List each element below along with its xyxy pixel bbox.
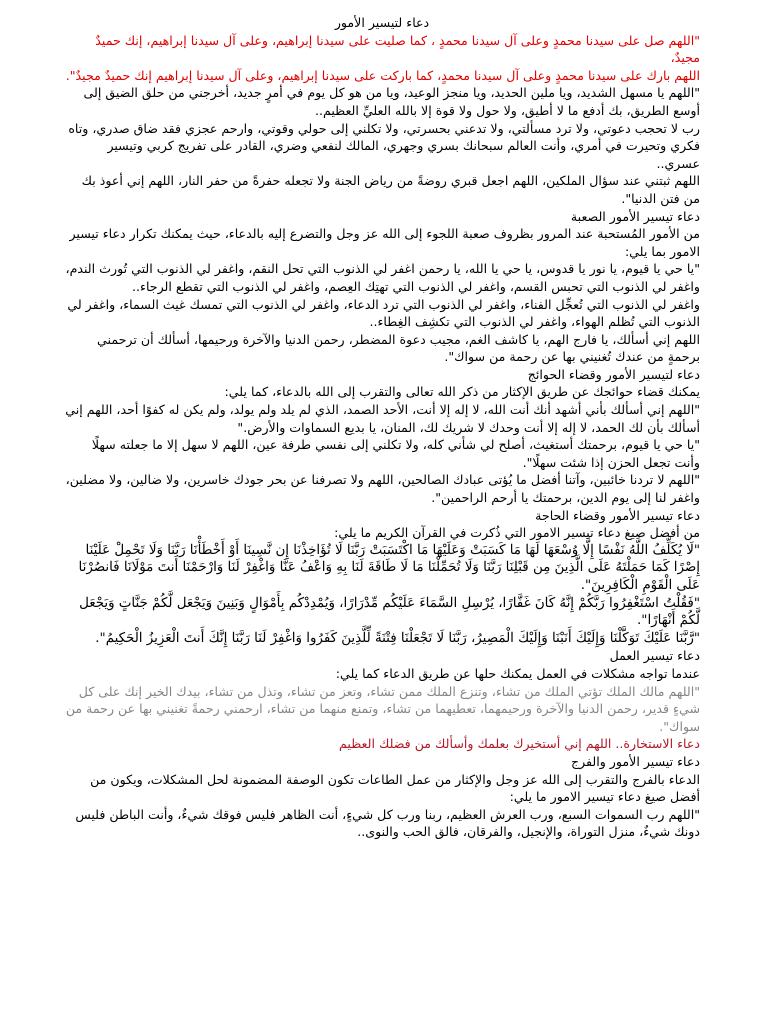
section-relief — [64, 753, 700, 841]
section-fulfilling-needs — [64, 366, 700, 507]
intro-paragraph: من الأمور المُستحبة عند المرور بظروف صعبة اللجوء إلى الله عز وجل والتضرع إليه بالدعاء، حيث يمكنك تكرار دعاء تيسير الامور بما يلي: — [69, 226, 700, 259]
supplication-paragraph: اللهم إني أسألك، يا فارج الهم، يا كاشف الغم، مجيب دعوة المضطر، رحمن الدنيا والآخرة ورحيمها، أسألك أن ترحمني برحمةٍ من عندك تُغنيني بها عن رحمة من سواك". — [97, 331, 700, 365]
intro-paragraph: من أفضل صيغ دعاء تيسير الامور التي ذُكرت في القرآن الكريم ما يلي: — [334, 525, 700, 541]
istikhara-link[interactable]: دعاء الاستخارة.. اللهم إني أستخيرك بعلمك وأسألك من فضلك العظيم — [339, 736, 700, 752]
quran-verse: "فَقُلْتُ اسْتَغْفِرُوا رَبَّكُمْ إِنَّهُ كَانَ غَفَّارًا، يُرْسِلِ السَّمَاءَ عَلَيْكُم مِّدْرَارًا، وَيُمْدِدْكُم بِأَمْوَالٍ وَبَنِينَ وَيَجْعَل لَّكُمْ جَنَّاتٍ وَيَجْعَل لَّكُمْ أَنْهَارًا". — [79, 595, 700, 629]
section-work — [64, 647, 700, 753]
supplication-paragraph: واغفر لي الذنوب التي تُعجِّل الفناء، واغفر لي الذنوب التي ترد الدعاء، واغفر لي الذنوب التي تمسك غيث السماء، واغفر لي الذنوب التي تُظلم الهواء، واغفر لي الذنوب التي تكشِف الغِطاء.. — [67, 296, 700, 330]
supplication-paragraph: "اللهم لا تردنا خائبين، وآتنا أفضل ما يُؤتى عبادك الصالحين، اللهم ولا تصرفنا عن بحر جودك خاسرين، ولا ضالين، ولا مضلين، واغفر لنا إلى يوم الدين، برحمتك يا أرحم الراحمين". — [65, 472, 700, 506]
intro-paragraph: عندما تواجه مشكلات في العمل يمكنك حلها عن طريق الدعاء كما يلي: — [335, 665, 700, 681]
blessing-paragraph: اللهم بارك على سيدنا محمدٍ وعلى آل سيدنا محمدٍ، كما باركت على سيدنا إبراهيم، وعلى آل سيدنا إبراهيم إنك حميدٌ مجيدٌ". — [65, 67, 700, 83]
supplication-paragraph: "اللهم يا مسهل الشديد، ويا ملين الحديد، ويا منجز الوعيد، ويا من هو كل يوم في أمرٍ جديد، أخرجني من حلق الضيق إلى أوسع الطريق، بك أدفع ما لا أطيق، ولا حول ولا قوة إلا بالله العليِّ العظيم.. — [83, 85, 700, 118]
supplication-paragraph: "اللهم مالك الملك تؤتي الملك من تشاء، وتنزع الملك ممن تشاء، وتعز من تشاء، وتذل من تشاء، بيدك الخير إنك على كل شيءٍ قدير، رحمن الدنيا والآخرة ورحيمهما، تعطيهما من تشاء، وتمنع منهما من تشاء، ارحمني رحمةً تغنيني بها عن رحمة من سواك". — [65, 683, 700, 734]
section-heading: دعاء لتيسير الأمور وقضاء الحوائج — [527, 366, 700, 382]
section-heading: دعاء تيسير الأمور الصعبة — [570, 208, 700, 224]
quran-verse: "رَّبَّنَا عَلَيْكَ تَوَكَّلْنَا وَإِلَيْكَ أَنَبْنَا وَإِلَيْكَ الْمَصِيرُ، رَبَّنَا لَا تَجْعَلْنَا فِتْنَةً لِّلَّذِينَ كَفَرُوا وَاغْفِرْ لَنَا رَبَّنَا إِنَّكَ أَنتَ الْعَزِيزُ الْحَكِيمُ". — [95, 630, 700, 646]
section-heading: دعاء تيسير العمل — [609, 648, 700, 664]
section-heading: دعاء تيسير الأمور والفرج — [570, 753, 700, 769]
section-heading: دعاء تيسير الأمور وقضاء الحاجة — [535, 507, 700, 523]
section-difficult-affairs — [64, 208, 700, 366]
supplication-paragraph: "يا حي يا قيوم، يا نور يا قدوس، يا حي يا الله، يا رحمن اغفر لي الذنوب التي تحل النقم، واغفر لي الذنوب التي تُورث الندم، واغفر لي الذنوب التي تحبس القسم، واغفر لي الذنوب التي تهتِك العِصم، واغفر لي الذنوب التي تقطع الرجاء.. — [65, 261, 700, 294]
supplication-paragraph: اللهم ثبتني عند سؤال الملكين، اللهم اجعل قبري روضةً من رياض الجنة ولا تجعله حفرةً من حفر النار، اللهم إني أعوذ بك من فتن الدنيا". — [81, 173, 700, 206]
supplication-paragraph: "اللهم رب السموات السبع، ورب العرش العظيم، ربنا ورب كل شيءٍ، أنت الظاهر فليس فوقك شيءٌ، وأنت الباطن فليس دونك شيءٌ، منزل التوراة، والإنجيل، والفرقان، فالق الحب والنوى.. — [75, 806, 700, 840]
supplication-paragraph: رب لا تحجب دعوتي، ولا ترد مسألتي، ولا تدعني بحسرتي، ولا تكلني إلى حولي وقوتي، وارحم عجزي فقد ضاق صدري، وتاه فكري وتحيرت في أمري، وأنت العالم سبحانك بسري وجهري، المالك لنفعي وضري، القادر على تفريج كربي وتيسير عسري.. — [68, 120, 700, 171]
supplication-paragraph: "يا حي يا قيوم، برحمتك أستغيث، أصلح لي شأني كله، ولا تكلني إلى نفسي طرفة عين، اللهم لا سهل إلا ما جعلته سهلًا وأنت تجعل الحزن إذا شئت سهلًا". — [91, 437, 700, 470]
intro-paragraph: يمكنك قضاء حوائجك عن طريق الإكثار من ذكر الله تعالى والتقرب إلى الله بالدعاء، كما يلي: — [224, 384, 700, 400]
quran-verse: "لَا يُكَلِّفُ اللَّهُ نَفْسًا إِلَّا وُسْعَهَا لَهَا مَا كَسَبَتْ وَعَلَيْهَا مَا اكْتَسَبَتْ رَبَّنَا لَا تُؤَاخِذْنَا إِن نَّسِينَا أَوْ أَخْطَأْنَا رَبَّنَا وَلَا تَحْمِلْ عَلَيْنَا إِصْرًا كَمَا حَمَلْتَهُ عَلَى الَّذِينَ مِن قَبْلِنَا رَبَّنَا وَلَا تُحَمِّلْنَا مَا لَا طَاقَةَ لَنَا بِهِ وَاعْفُ عَنَّا وَاغْفِرْ لَنَا وَارْحَمْنَا أَنتَ مَوْلَانَا فَانصُرْنَا عَلَى الْقَوْمِ الْكَافِرِينَ". — [78, 542, 700, 593]
supplication-paragraph: "اللهم إني أسألك بأني أشهد أنك أنت الله، لا إله إلا أنت، الأحد الصمد، الذي لم يلد ولم يولد، ولم يكن له كفوًا أحد، اللهم إني أسألك بأن لك الحمد، لا إله إلا أنت وحدك لا شريك لك، المنان، يا بديع السماوات والأرض." — [65, 402, 700, 435]
section-quran-supplications — [64, 507, 700, 648]
section-heading: دعاء لتيسير الأمور — [334, 15, 430, 30]
section-easing-affairs — [64, 14, 700, 208]
salawat-paragraph: "اللهم صل على سيدنا محمدٍ وعلى آل سيدنا محمدٍ ، كما صليت على سيدنا إبراهيم، وعلى آل سيدنا إبراهيم، إنك حميدٌ مجيدٌ، — [95, 32, 700, 66]
intro-paragraph: الدعاء بالفرج والتقرب إلى الله عز وجل والإكثار من عمل الطاعات تكون الوصفة المضمونة لحل المشكلات، ويكون من أفضل صيغ دعاء تيسير الامور ما يلي: — [90, 771, 700, 805]
